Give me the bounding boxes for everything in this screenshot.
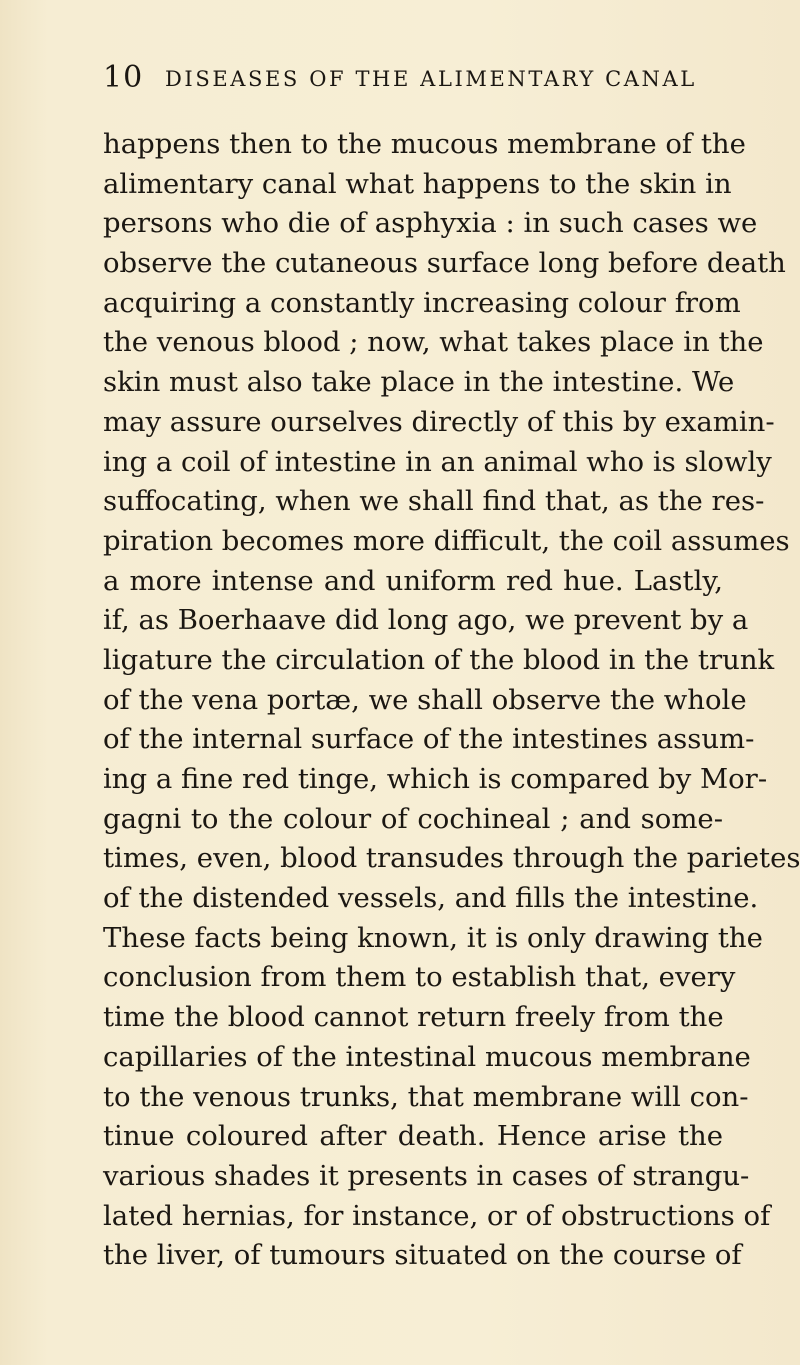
text-line: capillaries of the intestinal mucous membrane [103, 1040, 751, 1073]
text-line: may assure ourselves directly of this by examin- [103, 405, 775, 438]
text-line: of the internal surface of the intestines assum- [103, 723, 755, 756]
text-line: These facts being known, it is only drawing the [103, 921, 763, 954]
text-line: various shades it presents in cases of strangu- [103, 1159, 750, 1192]
page-header [103, 60, 703, 96]
text-line: alimentary canal what happens to the skin in [103, 167, 732, 200]
text-line: happens then to the mucous membrane of the [103, 128, 746, 160]
text-line: observe the cutaneous surface long before death [103, 247, 786, 280]
text-line: times, even, blood transudes through the parietes [103, 842, 800, 875]
text-line: of the distended vessels, and fills the intestine. [103, 882, 759, 915]
text-line: skin must also take place in the intestine. We [103, 366, 735, 399]
text-line: if, as Boerhaave did long ago, we prevent by a [103, 604, 749, 637]
text-line: the venous blood ; now, what takes place in the [103, 326, 764, 359]
text-line: ing a fine red tinge, which is compared by Mor- [103, 763, 768, 795]
text-line: to the venous trunks, that membrane will con- [103, 1080, 749, 1113]
text-line: time the blood cannot return freely from the [103, 1001, 724, 1034]
text-line: ligature the circulation of the blood in the trunk [103, 643, 775, 676]
text-line: acquiring a constantly increasing colour from [103, 286, 741, 319]
text-line: gagni to the colour of cochineal ; and some- [103, 802, 723, 835]
text-line: persons who die of asphyxia : in such cases we [103, 207, 758, 240]
page-number: 10 [103, 60, 144, 95]
text-line: the liver, of tumours situated on the course of [103, 1239, 742, 1272]
text-line: piration becomes more difficult, the coil assumes [103, 524, 790, 557]
text-line: lated hernias, for instance, or of obstructions of [103, 1199, 771, 1232]
text-line: suffocating, when we shall find that, as the res- [103, 485, 765, 518]
text-line: tinue coloured after death. Hence arise the [103, 1120, 723, 1153]
text-line: a more intense and uniform red hue. Lastly, [103, 564, 723, 597]
body-text [103, 125, 800, 1276]
text-line: of the vena portæ, we shall observe the whole [103, 683, 747, 716]
text-line: ing a coil of intestine in an animal who is slowly [103, 445, 772, 478]
running-title: DISEASES OF THE ALIMENTARY CANAL [165, 67, 697, 91]
text-line: conclusion from them to establish that, every [103, 961, 736, 994]
